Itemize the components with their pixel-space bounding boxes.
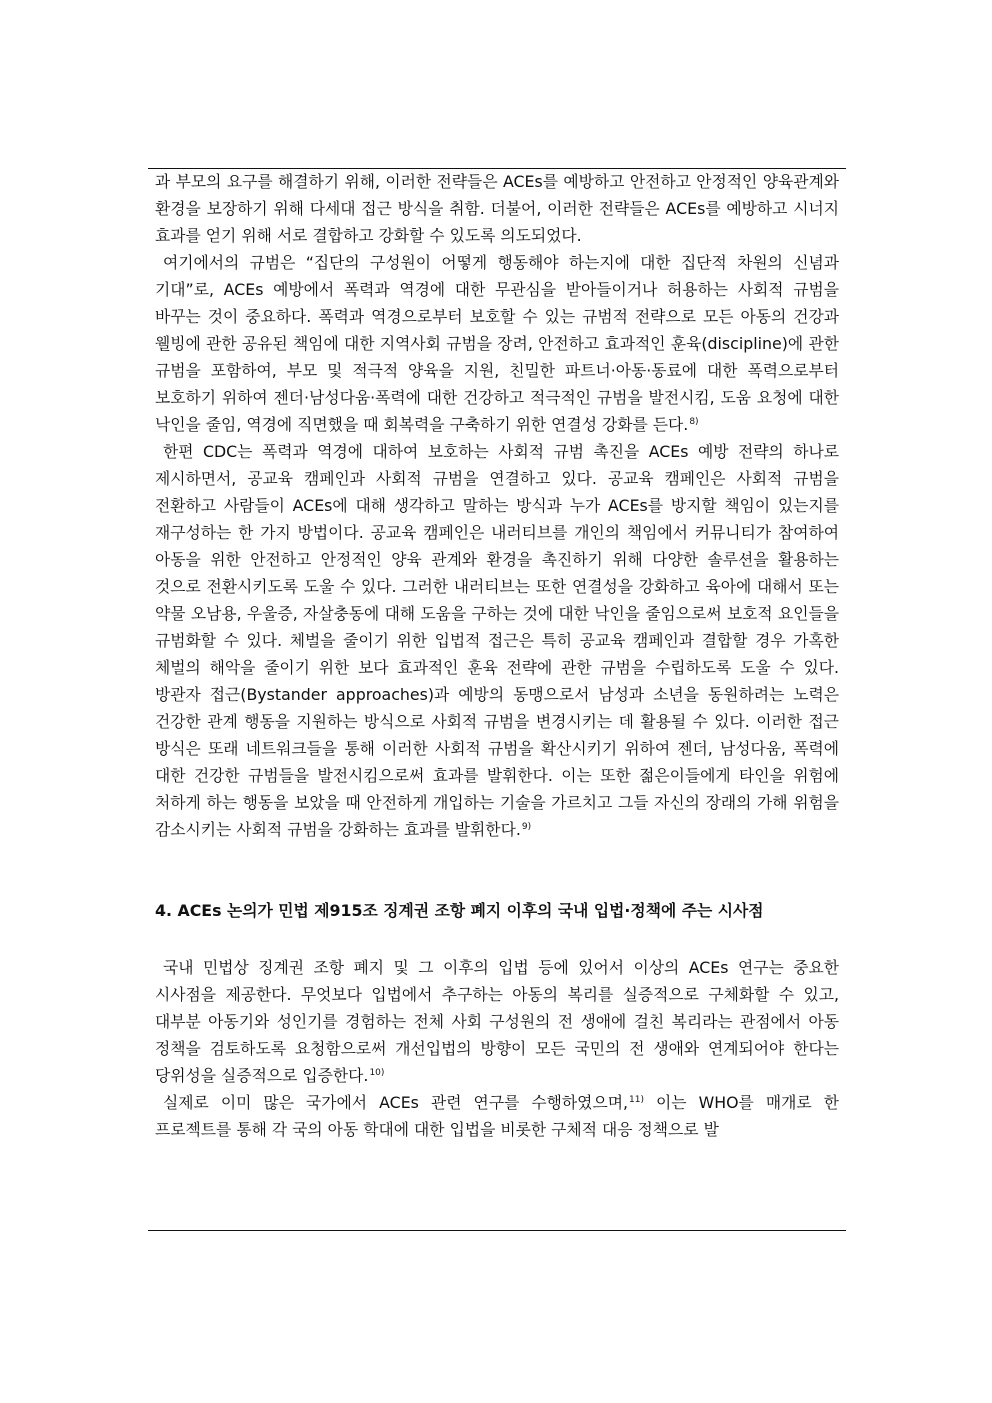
bottom-rule bbox=[148, 1230, 846, 1231]
paragraph bbox=[155, 168, 839, 249]
paragraph bbox=[155, 249, 839, 438]
paragraph-text: 실제로 이미 많은 국가에서 ACEs 관련 연구를 수행하였으며, bbox=[163, 1093, 628, 1112]
footnote-marker[interactable]: 11) bbox=[629, 1095, 644, 1105]
paragraph-text: 한편 CDC는 폭력과 역경에 대하여 보호하는 사회적 규범 촉진을 ACEs 예방 전략의 하나로 제시하면서, 공교육 캠페인과 사회적 규범을 연결하고 있다. 공교육 캠페인은 사회적 규범을 전환하고 사람들이 ACEs에 대해 생각하고 말하는 방식과 누가 ACEs를 방지할 책임이 있는지를 재구성하는 한 가지 방법이다. 공교육 캠페인은 내러티브를 개인의 책임에서 커뮤니티가 참여하여 아동을 위한 안전하고 안정적인 양육 관계와 환경을 촉진하기 위해 다양한 솔루션을 활용하는 것으로 전환시키도록 도울 수 있다. 그러한 내러티브는 또한 연결성을 강화하고 육아에 대해서 또는 약물 오남용, 우울증, 자살충동에 대해 도움을 구하는 것에 대한 낙인을 줄임으로써 보호적 요인들을 규범화할 수 있다. 체벌을 줄이기 위한 입법적 접근은 특히 공교육 캠페인과 결합할 경우 가혹한 체벌의 해악을 줄이기 위한 보다 효과적인 훈육 전략에 관한 규범을 수립하도록 도울 수 있다. 방관자 접근(Bystander approaches)과 예방의 동맹으로서 남성과 소년을 동원하려는 노력은 건강한 관계 행동을 지원하는 방식으로 사회적 규범을 변경시키는 데 활용될 수 있다. 이러한 접근 방식은 또래 네트워크들을 통해 이러한 사회적 규범을 확산시키기 위하여 젠더, 남성다움, 폭력에 대한 건강한 규범들을 발전시킴으로써 효과를 발휘한다. 이는 또한 젊은이들에게 타인을 위험에 처하게 하는 행동을 보았을 때 안전하게 개입하는 기술을 가르치고 그들 자신의 장래의 가해 위험을 감소시키는 사회적 규범을 강화하는 효과를 발휘한다. bbox=[155, 442, 839, 839]
section-heading: 4. ACEs 논의가 민법 제915조 징계권 조항 폐지 이후의 국내 입법·정책에 주는 시사점 bbox=[155, 901, 764, 920]
footnote-marker[interactable]: 8) bbox=[689, 417, 699, 427]
paragraph-text: 이는 WHO를 매개로 한 프로젝트를 통해 각 국의 아동 학대에 대한 입법을 비롯한 구체적 대응 정책으로 발 bbox=[155, 1093, 839, 1139]
paragraph-text: 여기에서의 규범은 “집단의 구성원이 어떻게 행동해야 하는지에 대한 집단적 차원의 신념과 기대”로, ACEs 예방에서 폭력과 역경에 대한 무관심을 받아들이거나 허용하는 사회적 규범을 바꾸는 것이 중요하다. 폭력과 역경으로부터 보호할 수 있는 규범적 전략으로 모든 아동의 건강과 웰빙에 관한 공유된 책임에 대한 지역사회 규범을 장려, 안전하고 효과적인 훈육(discipline)에 관한 규범을 포함하여, 부모 및 적극적 양육을 지원, 친밀한 파트너·아동·동료에 대한 폭력으로부터 보호하기 위하여 젠더·남성다움·폭력에 대한 건강하고 적극적인 규범을 발전시킴, 도움 요청에 대한 낙인을 줄임, 역경에 직면했을 때 회복력을 구축하기 위한 연결성 강화를 든다. bbox=[155, 253, 839, 434]
footnote-marker[interactable]: 9) bbox=[521, 822, 532, 832]
paragraph bbox=[155, 954, 839, 1089]
paragraph-text: 과 부모의 요구를 해결하기 위해, 이러한 전략들은 ACEs를 예방하고 안전하고 안정적인 양육관계와 환경을 보장하기 위해 다세대 접근 방식을 취함. 더불어, 이러한 전략들은 ACEs를 예방하고 시너지 효과를 얻기 위해 서로 결합하고 강화할 수 있도록 의도되었다. bbox=[155, 172, 839, 245]
paragraph-text: 국내 민법상 징계권 조항 폐지 및 그 이후의 입법 등에 있어서 이상의 ACEs 연구는 중요한 시사점을 제공한다. 무엇보다 입법에서 추구하는 아동의 복리를 실증적으로 구체화할 수 있고, 대부분 아동기와 성인기를 경험하는 전체 사회 구성원의 전 생애에 걸친 복리라는 관점에서 아동 정책을 검토하도록 요청함으로써 개선입법의 방향이 모든 국민의 전 생애와 연계되어야 한다는 당위성을 실증적으로 입증한다. bbox=[155, 958, 839, 1085]
page-body bbox=[155, 168, 839, 1143]
footnote-marker[interactable]: 10) bbox=[369, 1068, 385, 1078]
paragraph bbox=[155, 1089, 839, 1143]
paragraph bbox=[155, 438, 839, 843]
